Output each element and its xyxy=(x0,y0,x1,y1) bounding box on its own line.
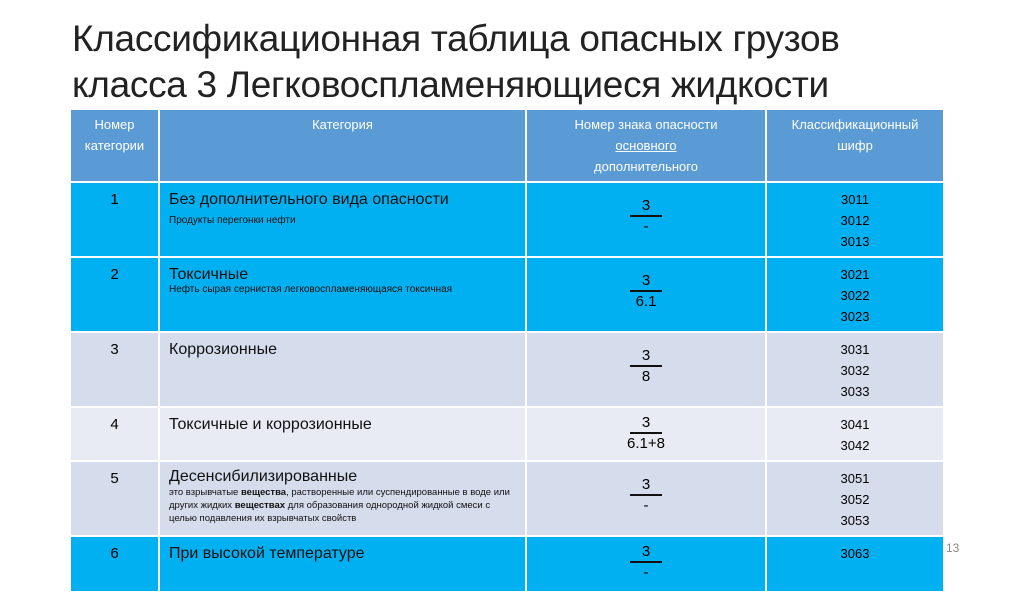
row-sign xyxy=(526,332,766,407)
row-codes: 3021 3022 3023 xyxy=(766,257,944,332)
extra-sign: - xyxy=(643,497,649,514)
row-codes: 3041 3042 xyxy=(766,407,944,461)
table-row xyxy=(70,461,944,536)
extra-sign: 6.1+8 xyxy=(627,435,665,452)
category-title: При высокой температуре xyxy=(169,545,365,562)
header-text: основного xyxy=(615,138,677,153)
category-title: Токсичные xyxy=(169,266,249,283)
table-header xyxy=(70,109,944,182)
row-number: 4 xyxy=(70,407,159,461)
header-text: Классификационный xyxy=(791,117,919,132)
note-text: это взрывчатые xyxy=(169,487,241,498)
note-bold: вещества xyxy=(240,487,287,498)
main-sign: 3 xyxy=(630,543,662,563)
header-category: Категория xyxy=(159,109,526,182)
extra-sign: - xyxy=(643,218,649,235)
category-title: Без дополнительного вида опасности xyxy=(169,191,449,208)
row-sign xyxy=(526,257,766,332)
category-note: Нефть сырая сернистая легковоспламеняющаяся токсичная xyxy=(169,284,453,295)
row-number: 1 xyxy=(70,182,159,257)
category-title: Десенсибилизированные xyxy=(169,468,358,485)
row-sign xyxy=(526,182,766,257)
row-number: 2 xyxy=(70,257,159,332)
row-codes: 3051 3052 3053 xyxy=(766,461,944,536)
header-text: Номер xyxy=(94,117,135,132)
main-sign: 3 xyxy=(630,347,662,367)
row-sign xyxy=(526,536,766,592)
row-codes: 3031 3032 3033 xyxy=(766,332,944,407)
row-number: 6 xyxy=(70,536,159,592)
row-sign xyxy=(526,407,766,461)
row-sign xyxy=(526,461,766,536)
row-codes: 3063 xyxy=(766,536,944,592)
row-category xyxy=(159,257,526,332)
category-note xyxy=(169,486,519,525)
slide-title xyxy=(72,16,840,108)
table-row xyxy=(70,182,944,257)
category-note: Продукты перегонки нефти xyxy=(169,215,296,226)
header-code xyxy=(766,109,944,182)
header-sign xyxy=(526,109,766,182)
extra-sign: 8 xyxy=(641,368,651,385)
main-sign: 3 xyxy=(630,476,662,496)
main-sign: 3 xyxy=(630,197,662,217)
table-row xyxy=(70,257,944,332)
main-sign: 3 xyxy=(630,414,662,434)
table-row xyxy=(70,407,944,461)
main-sign: 3 xyxy=(630,272,662,292)
category-title: Токсичные и коррозионные xyxy=(169,416,372,433)
header-text: шифр xyxy=(837,138,873,153)
row-category xyxy=(159,407,526,461)
note-text: для образования однородной жидкой смеси с целью подавления их взрывчатых свойств xyxy=(169,500,491,524)
category-title: Коррозионные xyxy=(169,341,277,358)
title-line-1: Классификационная таблица опасных грузов xyxy=(72,18,840,59)
header-text: Номер знака опасности xyxy=(574,117,718,132)
table-row xyxy=(70,332,944,407)
note-bold: веществах xyxy=(234,500,286,511)
slide-number: 13 xyxy=(946,541,960,555)
header-text: дополнительного xyxy=(594,159,698,174)
table-row xyxy=(70,536,944,592)
row-codes: 3011 3012 3013 xyxy=(766,182,944,257)
row-number: 5 xyxy=(70,461,159,536)
row-category xyxy=(159,332,526,407)
note-text: , растворенные или суспендированные в воде или других жидких xyxy=(169,487,510,511)
row-number: 3 xyxy=(70,332,159,407)
extra-sign: 6.1 xyxy=(635,293,657,310)
header-text: категории xyxy=(84,138,145,153)
header-number xyxy=(70,109,159,182)
extra-sign: - xyxy=(643,564,649,581)
row-category xyxy=(159,182,526,257)
classification-table xyxy=(69,108,945,593)
row-category xyxy=(159,536,526,592)
row-category xyxy=(159,461,526,536)
title-line-2: класса 3 Легковоспламеняющиеся жидкости xyxy=(72,64,829,105)
